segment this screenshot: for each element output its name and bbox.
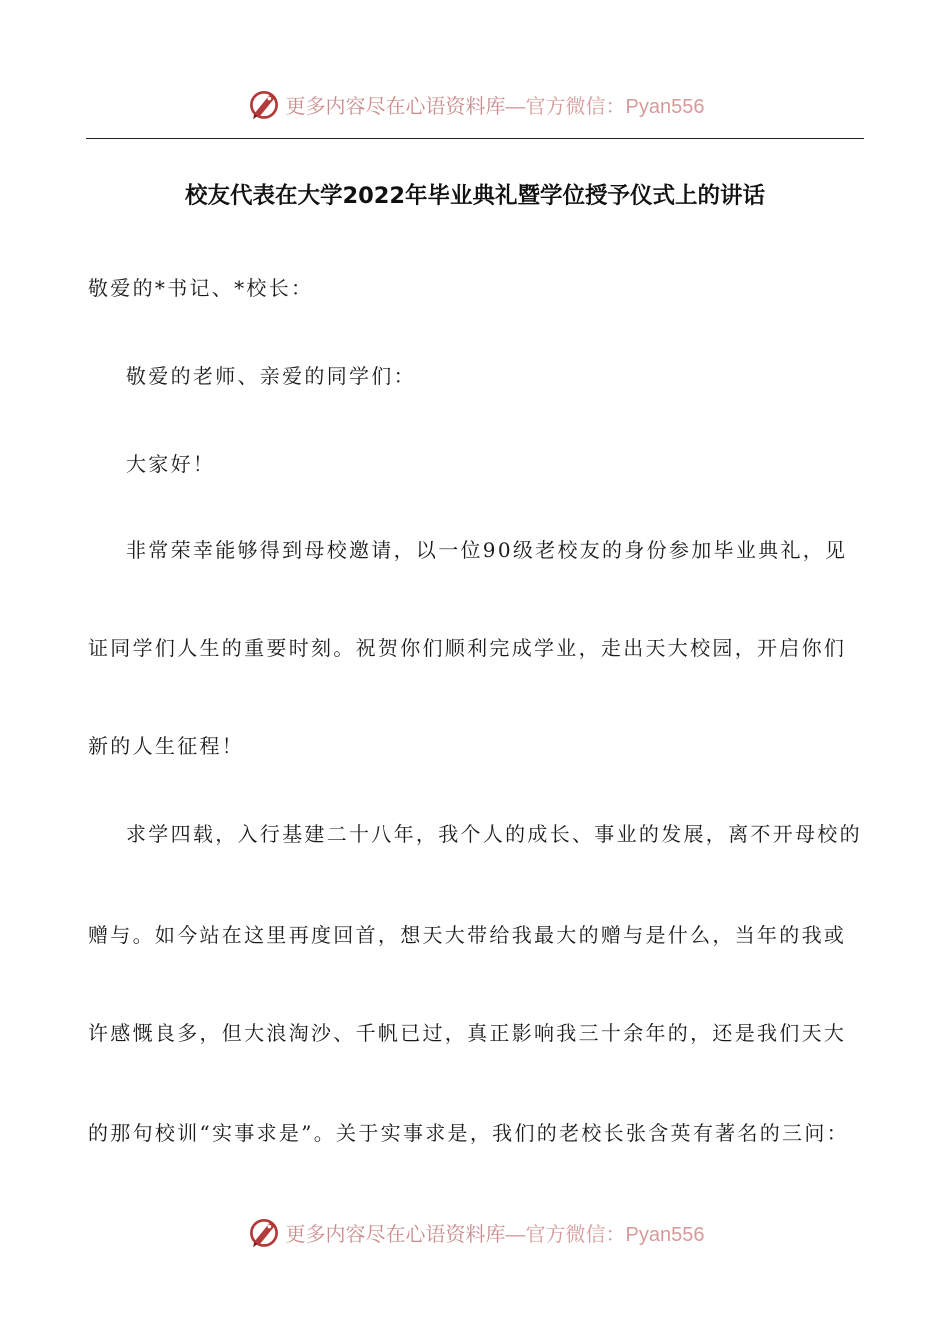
banner-brand-text: 更多内容尽在心语资料库 (285, 1221, 506, 1246)
header-banner (0, 82, 950, 126)
footer-banner (0, 1210, 950, 1254)
paragraph-line: 证同学们人生的重要时刻。祝贺你们顺利完成学业，走出天大校园，开启你们 (88, 636, 847, 660)
pen-nib-logo-icon (246, 86, 282, 122)
paragraph-line: 新的人生征程！ (88, 734, 245, 758)
paragraph-line: 赠与。如今站在这里再度回首，想天大带给我最大的赠与是什么，当年的我或 (88, 923, 847, 947)
banner-brand-text: 更多内容尽在心语资料库 (285, 93, 506, 118)
salutation-line: 敬爱的*书记、*校长： (88, 276, 314, 300)
paragraph-line: 求学四载，入行基建二十八年，我个人的成长、事业的发展，离不开母校的 (126, 822, 862, 846)
banner-contact-text: —官方微信：Pyan556 (505, 1223, 705, 1246)
paragraph-line: 非常荣幸能够得到母校邀请，以一位90级老校友的身份参加毕业典礼，见 (126, 538, 848, 562)
banner-contact-text: —官方微信：Pyan556 (505, 95, 705, 118)
paragraph-line: 的那句校训“实事求是”。关于实事求是，我们的老校长张含英有著名的三问： (88, 1121, 849, 1145)
document-title: 校友代表在大学2022年毕业典礼暨学位授予仪式上的讲话 (184, 183, 766, 209)
paragraph-line: 敬爱的老师、亲爱的同学们： (126, 364, 416, 388)
paragraph-line: 大家好！ (126, 452, 216, 476)
pen-nib-logo-icon (246, 1214, 282, 1250)
header-divider (86, 138, 864, 139)
paragraph-line: 许感慨良多，但大浪淘沙、千帆已过，真正影响我三十余年的，还是我们天大 (88, 1021, 847, 1045)
